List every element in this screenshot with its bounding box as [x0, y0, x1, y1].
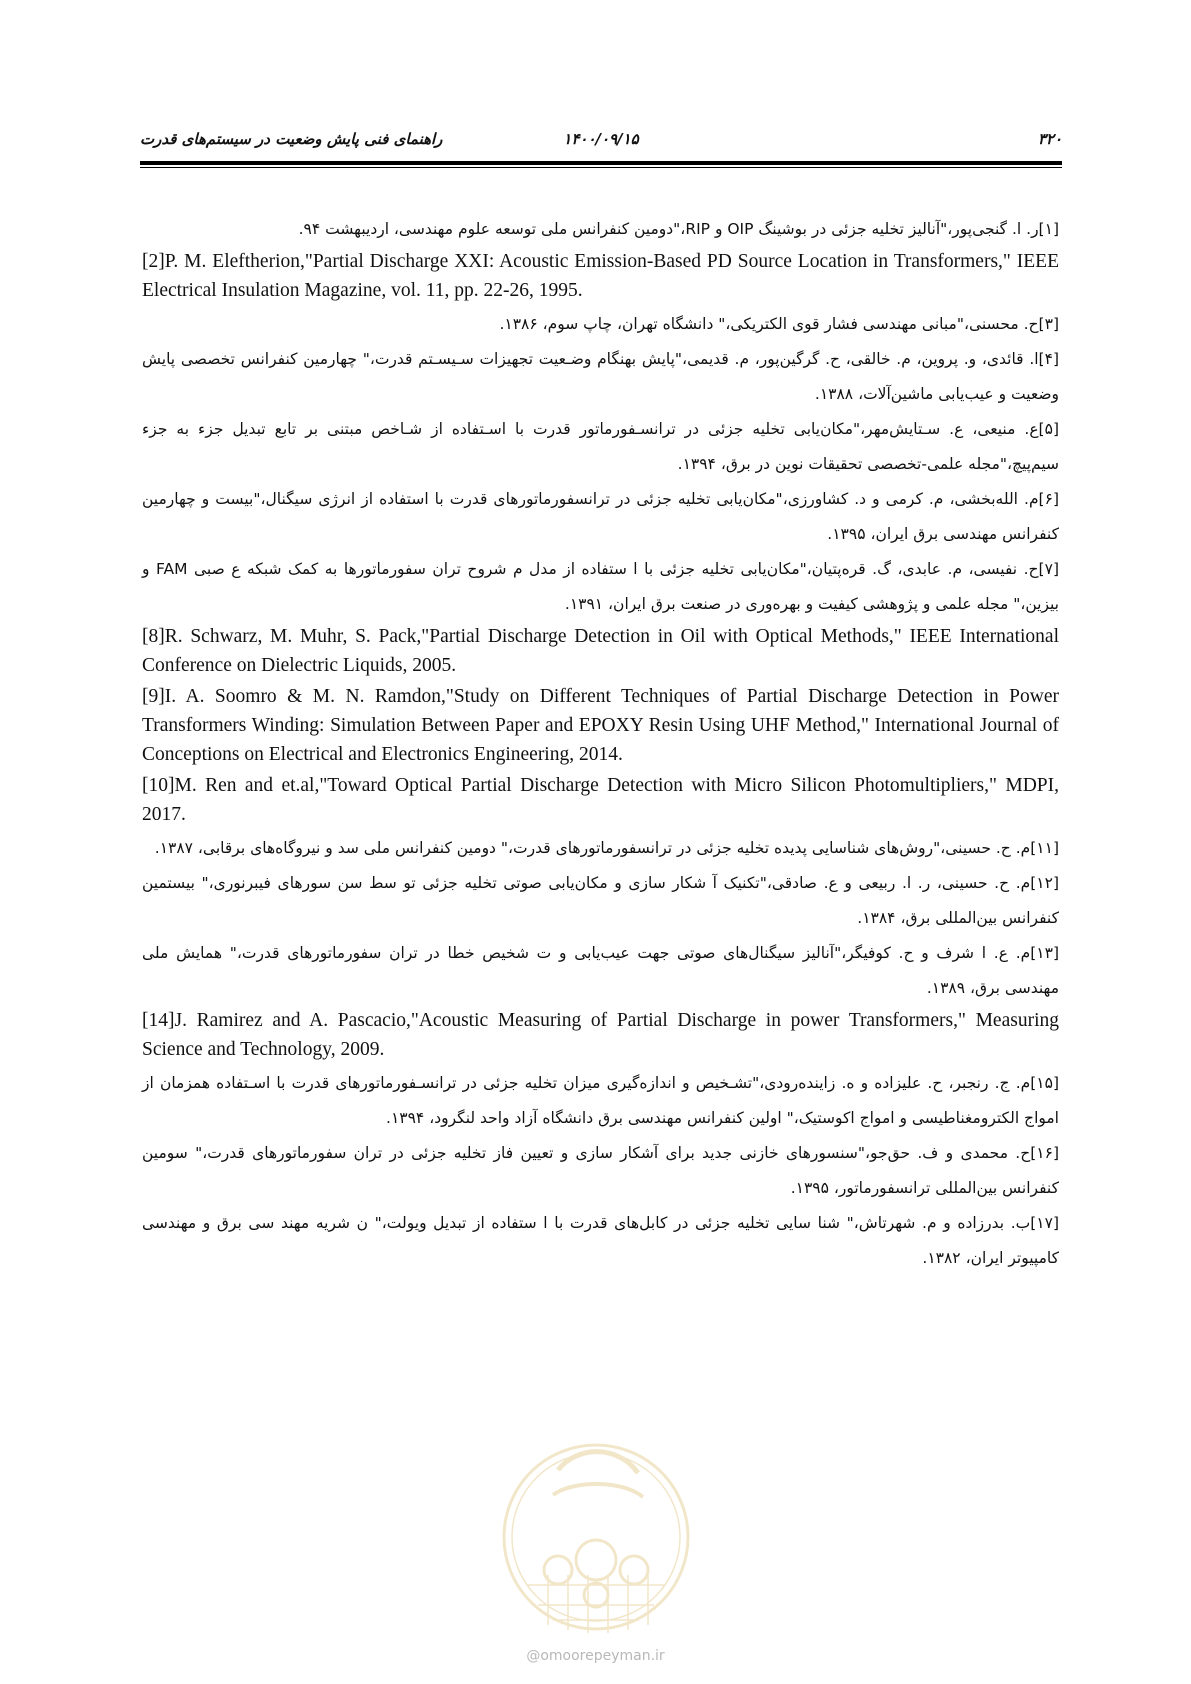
reference-item: [2]P. M. Eleftherion,"Partial Discharge XXI: Acoustic Emission-Based PD Source Location in Transformers," IEEE Electrical Insulation Magazine, vol. 11, pp. 22-26, 1995.: [142, 251, 1059, 301]
reference-item: [۱۵]م. ج. رنجبر، ح. علیزاده و ه. زاینده‌رودی،"تشـخیص و اندازه‌گیری میزان تخلیه جزئی در ترانسـفورماتورهای قدرت با اسـتفاده همزمان از امواج الکترومغناطیسی و امواج اکوستیک،" اولین کنفرانس مهندسی برق دانشگاه آزاد واحد لنگرود، ۱۳۹۴.: [142, 1074, 1059, 1127]
watermark-seal-logo: [498, 1425, 694, 1650]
reference-item: [10]M. Ren and et.al,"Toward Optical Partial Discharge Detection with Micro Silicon Photomultipliers," MDPI, 2017.: [142, 775, 1059, 825]
reference-item: [۴]ا. قائدی، و. پروین، م. خالقی، ح. گرگین‌پور، م. قدیمی،"پایش بهنگام وضـعیت تجهیزات سـیسـتم قدرت،" چهارمین کنفرانس تخصصی پایش وضعیت و عیب‌یابی ماشین‌آلات، ۱۳۸۸.: [142, 350, 1059, 403]
reference-item: [۱۲]م. ح. حسینی، ر. ا. ربیعی و ع. صادقی،"تکنیک آ شکار سازی و مکان‌یابی صوتی تخلیه جزئی تو سط سن سورهای فیبرنوری،" بیستمین کنفرانس بین‌المللی برق، ۱۳۸۴.: [142, 874, 1059, 927]
header-rule-thin: [140, 167, 1062, 168]
reference-item: [۱۳]م. ع. ا شرف و ح. کوفیگر،"آنالیز سیگنال‌های صوتی جهت عیب‌یابی و ت شخیص خطا در تران سفورماتورهای قدرت،" همایش ملی مهندسی برق، ۱۳۸۹.: [142, 944, 1059, 997]
reference-item: [8]R. Schwarz, M. Muhr, S. Pack,"Partial Discharge Detection in Oil with Optical Methods," IEEE International Conference on Dielectric Liquids, 2005.: [142, 626, 1059, 676]
reference-item: [14]J. Ramirez and A. Pascacio,"Acoustic Measuring of Partial Discharge in power Transformers," Measuring Science and Technology, 2009.: [142, 1010, 1059, 1060]
reference-item: [۶]م. الله‌بخشی، م. کرمی و د. کشاورزی،"مکان‌یابی تخلیه جزئی در ترانسفورماتورهای قدرت با استفاده از انرژی سیگنال،"بیست و چهارمین کنفرانس مهندسی برق ایران، ۱۳۹۵.: [142, 490, 1059, 543]
reference-item: [۳]ح. محسنی،"مبانی مهندسی فشار قوی الکتریکی،" دانشگاه تهران، چاپ سوم، ۱۳۸۶.: [499, 315, 1059, 333]
reference-item: [۷]ح. نفیسی، م. عابدی، گ. قره‌پتیان،"مکان‌یابی تخلیه جزئی با ا ستفاده از مدل م شروح تران سفورماتورها به کمک شبکه ع صبی FAM و بیزین،" مجله علمی و پژوهشی کیفیت و بهره‌وری در صنعت برق ایران، ۱۳۹۱.: [142, 560, 1059, 613]
page-number: ۳۲۰: [1037, 130, 1062, 148]
reference-item: [۱]ر. ا. گنجی‌پور،"آنالیز تخلیه جزئی در بوشینگ OIP و RIP،"دومین کنفرانس ملی توسعه علوم مهندسی، اردیبهشت ۹۴.: [298, 220, 1059, 238]
reference-list: [142, 212, 1059, 1276]
reference-item: [۱۱]م. ح. حسینی،"روش‌های شناسایی پدیده تخلیه جزئی در ترانسفورماتورهای قدرت،" دومین کنفرانس ملی سد و نیروگاه‌های برقابی، ۱۳۸۷.: [154, 839, 1059, 857]
reference-item: [۱۷]ب. بدرزاده و م. شهرتاش،" شنا سایی تخلیه جزئی در کابل‌های قدرت با ا ستفاده از تبدیل ویولت،" ن شریه مهند سی برق و مهندسی کامپیوتر ایران، ۱۳۸۲.: [142, 1214, 1059, 1267]
header-rule-thick: [140, 161, 1062, 165]
running-title: راهنمای فنی پایش وضعیت در سیستم‌های قدرت: [140, 130, 443, 148]
reference-item: [۵]ع. منیعی، ع. سـتایش‌مهر،"مکان‌یابی تخلیه جزئی در ترانسـفورماتور قدرت با اسـتفاده از شـاخص مبتنی بر تابع تبدیل جزء به جزء سیم‌پیچ،"مجله علمی-تخصصی تحقیقات نوین در برق، ۱۳۹۴.: [142, 420, 1059, 473]
watermark-url: @omoorepeyman.ir: [526, 1648, 665, 1664]
page-header: [140, 128, 1062, 150]
header-date: ۱۴۰۰/۰۹/۱۵: [563, 130, 639, 148]
reference-item: [9]I. A. Soomro & M. N. Ramdon,"Study on Different Techniques of Partial Discharge Detection in Power Transformers Winding: Simulation Between Paper and EPOXY Resin Using UHF Method," International Journal of Conceptions on Electrical and Electronics Engineering, 2014.: [142, 686, 1059, 765]
reference-item: [۱۶]ح. محمدی و ف. حق‌جو،"سنسورهای خازنی جدید برای آشکار سازی و تعیین فاز تخلیه جزئی در تران سفورماتورهای قدرت،" سومین کنفرانس بین‌المللی ترانسفورماتور، ۱۳۹۵.: [142, 1144, 1059, 1197]
